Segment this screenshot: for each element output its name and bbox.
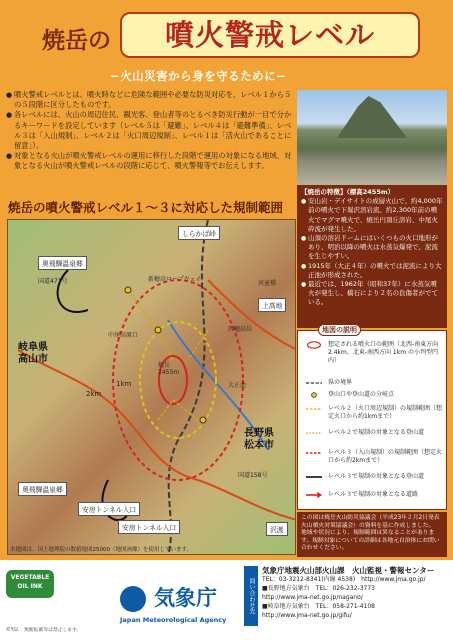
contact-org: 気象庁地震火山部火山課 火山監視・警報センター: [262, 566, 435, 575]
label-1km: 1km: [116, 380, 132, 388]
map-source-note: 本地図は、国土地理院の数値地図25000（地図画像）を使用しています。: [10, 547, 193, 553]
title-area: [0, 0, 453, 83]
label-taishoike: 大正池: [228, 382, 247, 389]
level3-range: [113, 280, 243, 480]
regulation-map: [7, 219, 296, 555]
road-route-2: [208, 280, 296, 350]
label-okuhida-2: 奥飛騨温泉郷: [18, 482, 67, 496]
note-item: この図は焼岳火山防災協議会（平成23年２月2日発表火山噴火対策協議会）の資料を基に作成しました。: [301, 515, 440, 529]
jma-name-en: Japan Meteorological Agency: [120, 616, 227, 624]
label-okuhida-1: 奥飛騨温泉郷: [38, 256, 87, 270]
volcano-info-box: [297, 185, 447, 328]
label-anbou-2: 安房トンネル入口: [118, 520, 180, 534]
info-item: ● 山頂の溶岩ドームにはいくつもの火口地形があり、明治以降の噴火は水蒸気爆発で、泥流を生じやすい。: [301, 234, 443, 262]
info-heading: 【焼岳の特徴】（標高2455m）: [301, 188, 395, 196]
mountain-photo: [297, 90, 447, 185]
contact-url-nagano[interactable]: http://www.jma-net.go.jp/nagano/: [262, 594, 363, 601]
legend-box: [297, 326, 447, 510]
contact-url-gifu[interactable]: http://www.jma-net.go.jp/gifu/: [262, 612, 352, 619]
contact-tag: 問い合わせ先: [244, 566, 258, 626]
label-kappabashi: 河童橋: [258, 280, 277, 287]
level3-trail-swatch: [304, 473, 324, 481]
label-nakao: 中尾高原口: [108, 332, 139, 339]
contact-office-nagano: ■長野地方気象台 TEL：026-232-3773: [262, 585, 375, 592]
label-ropeway: 新穂高ロープウェイ: [148, 276, 202, 283]
legend-item: レベル３（入山規制）の規制範囲（想定火口から約2kmまで）: [304, 449, 446, 465]
legend-heading: 地図の説明: [318, 324, 361, 336]
legend-item: レベル３で規制の対象となる登山道: [304, 473, 424, 481]
label-sawando: 沢渡: [266, 522, 288, 536]
label-kamikochi: 上高地: [258, 298, 286, 312]
level2-trail-swatch: [304, 429, 324, 437]
mountain-silhouette: [337, 96, 407, 138]
junction-point: [155, 327, 161, 333]
notes-box: [297, 512, 447, 557]
page-title: 噴火警戒レベル: [120, 12, 420, 58]
info-item: ● 安山岩・デイサイトの成層火山で、約4,000年前の噴火で下堀沢溶岩流、約2,300年前の噴火でマグマ噴火で、焼岳円頂丘溶岩、中尾火砕流が発生した。: [301, 197, 443, 234]
prefecture-border-swatch: [304, 379, 324, 387]
title-prefix: 焼岳の: [42, 28, 111, 54]
note-item: 地域や状況により、規制範囲は異なることがあります。規制対象についての詳細は各地元自治体にお問い合わせください。: [301, 530, 440, 552]
crater-range-swatch: [304, 341, 324, 349]
legend-item: 登山口や登山道の分岐点: [304, 391, 394, 399]
junction-swatch: [304, 391, 324, 399]
label-2km: 2km: [86, 390, 102, 398]
subtitle: −火山災害から身を守るために−: [110, 69, 287, 83]
intro-item: ● 噴火警戒レベルとは、噴火時などに危険な範囲や必要な防災対応を、レベル１から５の５段階に区分したものです。: [6, 90, 293, 110]
jma-name-ja: 気象庁: [154, 586, 217, 610]
jma-logo-icon: [120, 586, 146, 612]
intro-item: ● 各レベルには、火山の周辺住民、観光客、登山者等のとるべき防災行動が一目で分かるキーワードを設定しています（レベル５は「避難」、レベル４は「避難準備」、レベル３は「入山規制」、レベル２は「火口周辺規制」、レベル１は「活火山であることに留意」）。: [6, 110, 293, 151]
junction-point: [125, 287, 131, 293]
level3-range-swatch: [304, 449, 324, 457]
label-nagano: 長野県 松本市: [244, 428, 274, 451]
prefecture-border: [168, 220, 208, 555]
label-gifu: 岐阜県 高山市: [18, 342, 48, 365]
copyright: ©Y.U. 無断転載等は禁止します。: [6, 628, 82, 633]
info-item: ● 最近では、1962年（昭和37年）に水蒸気噴火が発生し、橋石により２名の負傷者がでている。: [301, 280, 443, 308]
legend-item: レベル３で規制の対象となる道路: [304, 491, 418, 499]
intro-list: [6, 90, 293, 200]
legend-item: レベル２（火口周辺規制）の規制範囲（想定火口から約1kmまで）: [304, 405, 446, 421]
label-route158: 国道158号: [238, 472, 268, 479]
legend-item: 県の境界: [304, 379, 352, 387]
level3-road-swatch: [304, 491, 324, 499]
intro-item: ● 対象となる火山が噴火警戒レベルの運用に移行した段階で運用の対象になる地域、対象となる火山が噴火警戒レベルの段階に応じて、噴火警報等でお伝えします。: [6, 151, 293, 171]
contact-info: [262, 566, 450, 620]
label-route471: 国道471号: [38, 278, 68, 285]
junction-point: [200, 417, 206, 423]
map-svg: [8, 220, 296, 555]
level2-range-swatch: [304, 405, 324, 413]
label-shiraoka: しらかば峠: [178, 226, 220, 240]
contact-office-gifu: ■岐阜地方気象台 TEL：058-271-4108: [262, 603, 375, 610]
info-item: ● 1915年（大正４年）の噴火では泥流により大正池が形成された。: [301, 262, 443, 280]
legend-item: レベル２で規制の対象となる登山道: [304, 429, 424, 437]
legend-item: 想定される噴火口の範囲（北西-南東方向 2.4km、北東-南西方向 1km の小判型円内）: [304, 341, 446, 365]
map-title: 焼岳の噴火警戒レベル１〜３に対応した規制範囲: [8, 200, 284, 215]
contact-tel: TEL：03-3212-8341(内線 4538) http://www.jma.go.jp/: [262, 576, 426, 583]
label-anbou-1: 安房トンネル入口: [78, 502, 140, 516]
vegetable-oil-ink-logo: VEGETABLE OIL INK: [6, 570, 54, 598]
label-nishiho: 西穂高岳: [228, 326, 253, 333]
label-peak: 焼岳 2455m: [158, 362, 180, 376]
